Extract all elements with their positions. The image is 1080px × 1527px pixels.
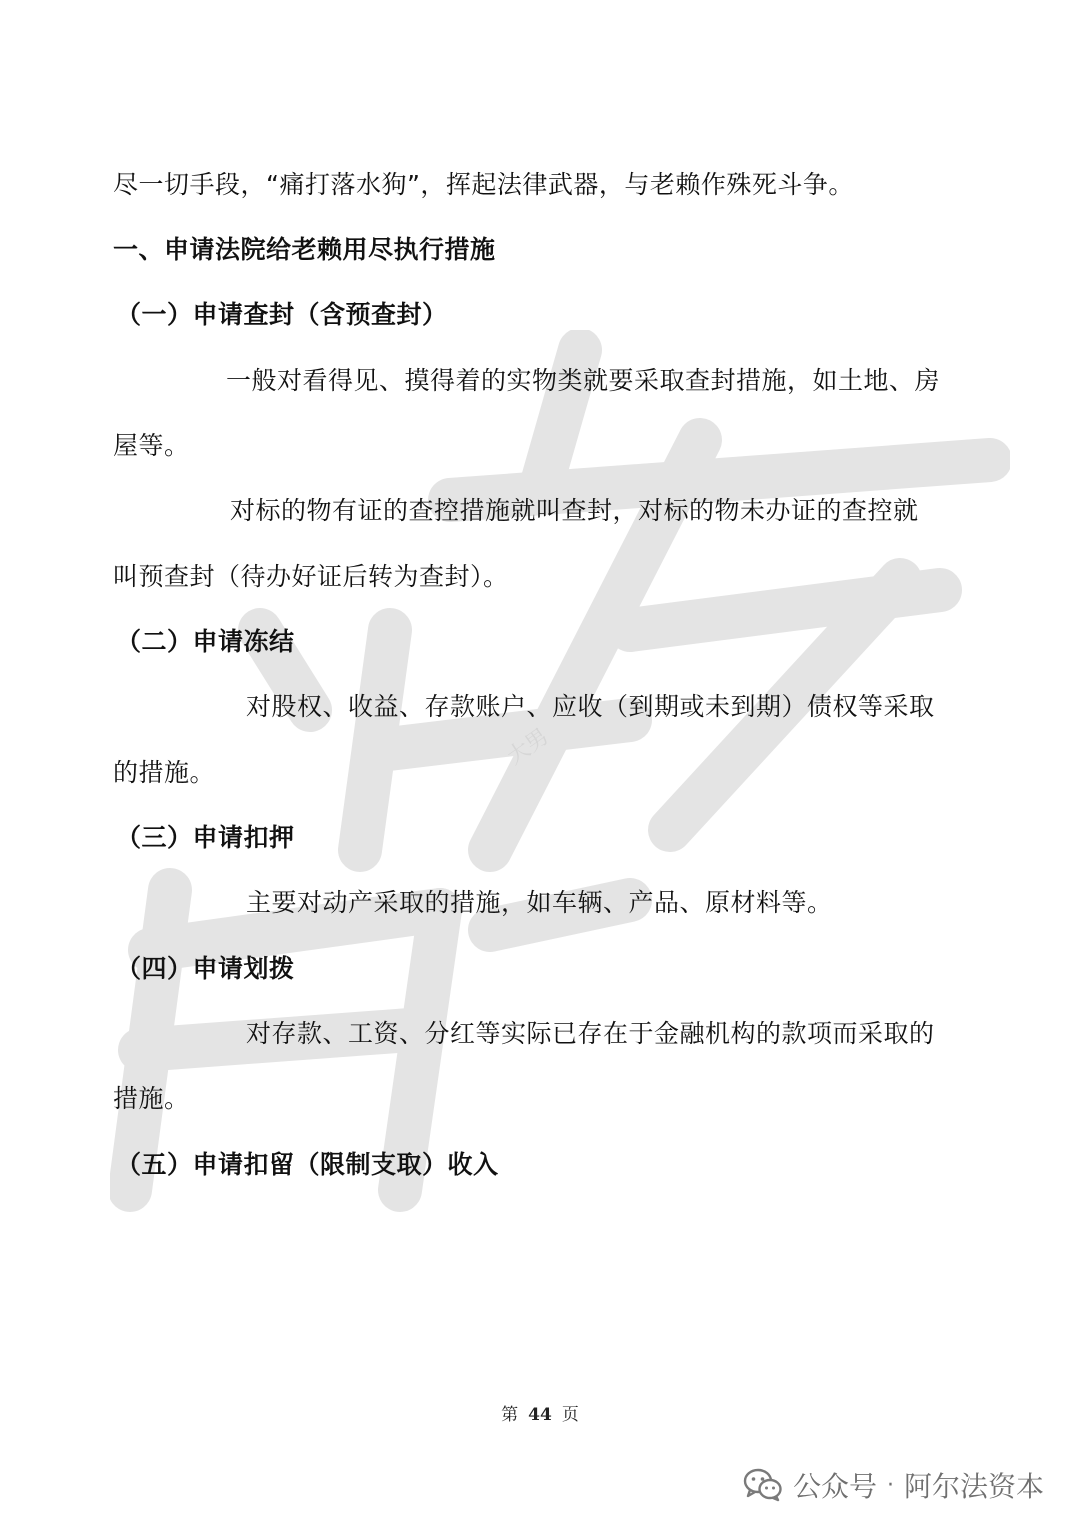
section-heading: 一、申请法院给老赖用尽执行措施 bbox=[113, 235, 496, 264]
subsection-heading-2: （二）申请冻结 bbox=[116, 627, 295, 656]
subsection-heading-1: （一）申请查封（含预查封） bbox=[116, 300, 448, 329]
page-number bbox=[0, 1400, 1080, 1425]
subsection-heading-5: （五）申请扣留（限制支取）收入 bbox=[116, 1150, 499, 1179]
paragraph-line: 对股权、收益、存款账户、应收（到期或未到期）债权等采取 bbox=[246, 692, 935, 721]
account-footer[interactable] bbox=[743, 1464, 1044, 1506]
page-number-prefix: 第 bbox=[501, 1405, 519, 1425]
paragraph-line: 对存款、工资、分红等实际已存在于金融机构的款项而采取的 bbox=[246, 1019, 935, 1048]
paragraph-line: 主要对动产采取的措施，如车辆、产品、原材料等。 bbox=[246, 888, 833, 917]
subsection-heading-4: （四）申请划拨 bbox=[116, 954, 295, 983]
paragraph-line: 尽一切手段，“痛打落水狗”，挥起法律武器，与老赖作殊死斗争。 bbox=[113, 170, 854, 199]
page-number-suffix: 页 bbox=[561, 1405, 579, 1425]
wechat-icon bbox=[743, 1468, 783, 1502]
page-number-value: 44 bbox=[528, 1405, 552, 1425]
paragraph-line: 叫预查封（待办好证后转为查封）。 bbox=[113, 562, 509, 591]
paragraph-line: 对标的物有证的查控措施就叫查封，对标的物未办证的查控就 bbox=[230, 496, 919, 525]
paragraph-line: 一般对看得见、摸得着的实物类就要采取查封措施，如土地、房 bbox=[226, 366, 941, 395]
footer-separator: · bbox=[886, 1472, 894, 1498]
watermark-small-text: 大男 bbox=[502, 724, 554, 771]
subsection-heading-3: （三）申请扣押 bbox=[116, 823, 295, 852]
footer-label: 公众号 bbox=[792, 1470, 877, 1503]
paragraph-line: 屋等。 bbox=[113, 431, 190, 460]
footer-account-name[interactable]: 阿尔法资本 bbox=[903, 1470, 1044, 1503]
paragraph-line: 措施。 bbox=[113, 1084, 190, 1113]
paragraph-line: 的措施。 bbox=[113, 758, 216, 787]
